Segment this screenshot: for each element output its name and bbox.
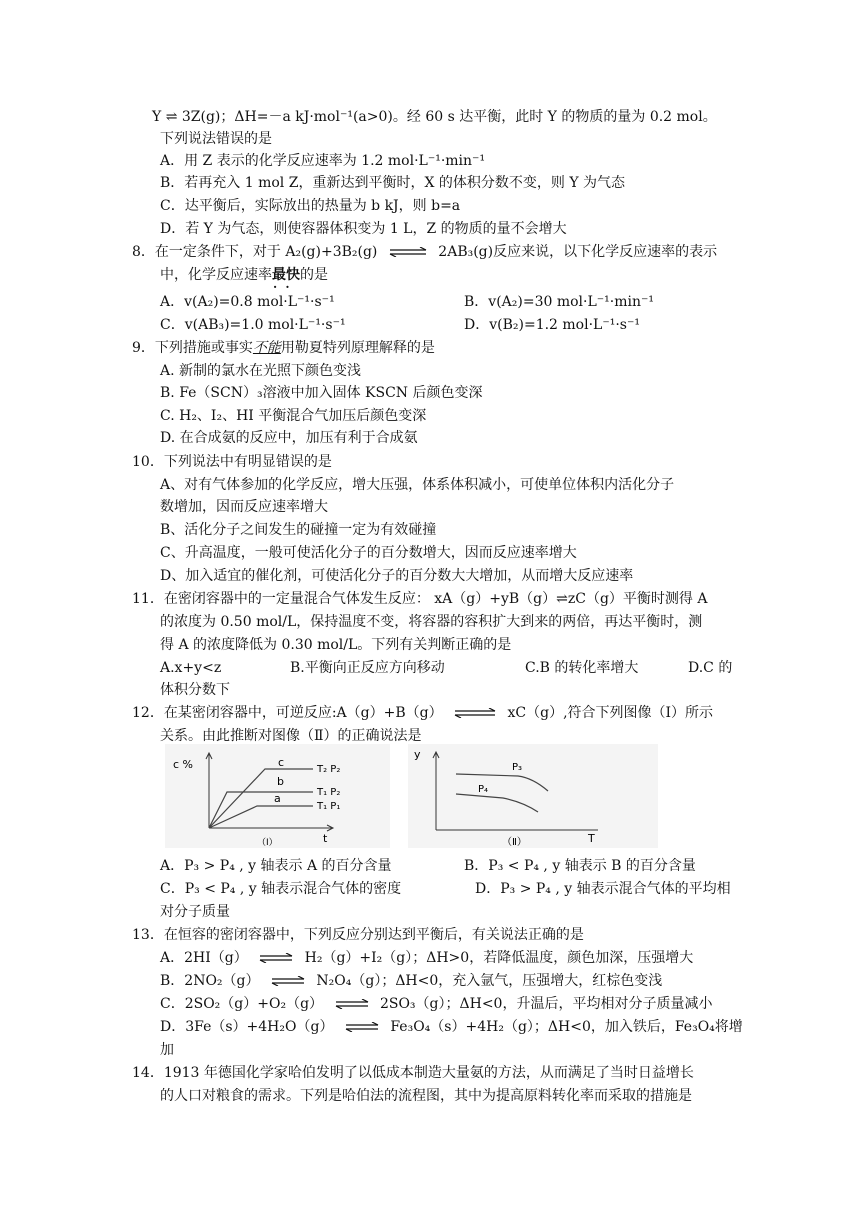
q9-option-a: A. 新制的氯水在光照下颜色变浅 — [160, 363, 362, 379]
q8-stem-line2: 中，化学反应速率最快 · ·的是 — [160, 265, 328, 285]
q13-option-c: C．2SO₂（g）+O₂（g） 2SO₃（g）；ΔH<0，升温后，平均相对分子质量减小 — [160, 996, 713, 1012]
q10-option-c: C、升高温度，一般可使活化分子的百分数增大，因而反应速率增大 — [160, 545, 577, 561]
legend-a: T₁ P₁ — [317, 801, 341, 812]
q10-option-d: D、加入适宜的催化剂，可使活化分子的百分数大大增加，从而增大反应速率 — [160, 568, 634, 584]
q12-stem-line1: 12．在某密闭容器中，可逆反应:A（g）+B（g） xC（g）,符合下列图像（Ⅰ）所示 — [132, 705, 714, 721]
q9-option-b: B. Fe（SCN）₃溶液中加入固体 KSCN 后颜色变深 — [160, 385, 483, 401]
q11-option-d-cont: 体积分数下 — [160, 682, 230, 698]
curve-label-c: c — [278, 756, 285, 769]
q11-option-d: D.C 的 — [688, 660, 733, 676]
q9-option-c: C. H₂、I₂、HI 平衡混合气加压后颜色变深 — [160, 408, 427, 424]
q7-option-d: D．若 Y 为气态，则使容器体积变为 1 L，Z 的物质的量不会增大 — [160, 221, 567, 237]
q8-option-b: B．v(A₂)=30 mol·L⁻¹·min⁻¹ — [464, 294, 654, 310]
q13-option-d: D．3Fe（s）+4H₂O（g） Fe₃O₄（s）+4H₂（g）；ΔH<0，加入铁后，Fe₃O₄将增 — [160, 1019, 743, 1035]
q12-option-c: C．P₃ < P₄ , y 轴表示混合气体的密度 — [160, 881, 402, 897]
q11-stem-line3: 得 A 的浓度降低为 0.30 mol/L。下列有关判断正确的是 — [160, 637, 512, 653]
figure-1 — [165, 744, 390, 848]
q11-stem-line2: 的浓度为 0.50 mol/L，保持温度不变，将容器的容积扩大到来的两倍，再达平衡时，测 — [160, 614, 703, 630]
q12-option-d: D．P₃ > P₄ , y 轴表示混合气体的平均相 — [475, 881, 731, 897]
fig1-xlabel: t — [323, 832, 328, 845]
q12-stem-line2: 关系。由此推断对图像（Ⅱ）的正确说法是 — [160, 728, 422, 744]
curve-label-a: a — [274, 792, 281, 805]
q7-option-b: B．若再充入 1 mol Z，重新达到平衡时，X 的体积分数不变，则 Y 为气态 — [160, 175, 626, 191]
q10-option-a-line1: A、对有气体参加的化学反应，增大压强，体系体积减小，可使单位体积内活化分子 — [160, 477, 675, 493]
q14-stem-line1: 14．1913 年德国化学家哈伯发明了以低成本制造大量氨的方法，从而满足了当时日益增长 — [132, 1065, 694, 1081]
fig2-xlabel: T — [588, 832, 595, 845]
legend-b: T₁ P₂ — [317, 787, 341, 798]
q7-option-a: A．用 Z 表示的化学反应速率为 1.2 mol·L⁻¹·min⁻¹ — [160, 153, 486, 169]
q7-stem-line1: Y ⇌ 3Z(g)；ΔH=－a kJ·mol⁻¹(a>0)。经 60 s 达平衡，此时 Y 的物质的量为 0.2 mol。 — [152, 109, 717, 125]
q10-option-b: B、活化分子之间发生的碰撞一定为有效碰撞 — [160, 522, 437, 538]
q10-stem: 10．下列说法中有明显错误的是 — [132, 454, 332, 470]
curve-label-b: b — [277, 775, 284, 788]
equilibrium-arrow-icon — [344, 1022, 380, 1032]
q13-option-d-cont: 加 — [160, 1042, 174, 1058]
q7-stem-line2: 下列说法错误的是 — [160, 131, 272, 147]
equilibrium-arrow-icon — [388, 247, 428, 257]
figure-2 — [408, 744, 658, 848]
q12-option-d-cont: 对分子质量 — [160, 904, 230, 920]
q11-option-a: A.x+y<z — [160, 660, 222, 676]
equilibrium-arrow-icon — [270, 976, 306, 986]
q8-option-c: C．v(AB₃)=1.0 mol·L⁻¹·s⁻¹ — [160, 317, 346, 333]
q8-stem-line1: 8．在一定条件下，对于 A₂(g)+3B₂(g) 2AB₃(g)反应来说，以下化学反应速率的表示 — [132, 244, 718, 260]
fig1-caption: （Ⅰ） — [257, 838, 278, 848]
legend-c: T₂ P₂ — [317, 764, 341, 775]
equilibrium-arrow-icon — [258, 953, 294, 963]
q13-stem: 13．在恒容的密闭容器中，下列反应分别达到平衡后，有关说法正确的是 — [132, 927, 584, 943]
q11-option-b: B.平衡向正反应方向移动 — [290, 660, 445, 676]
fig2-ylabel: y — [414, 748, 421, 761]
q12-option-b: B．P₃ < P₄ , y 轴表示 B 的百分含量 — [464, 858, 696, 874]
fig2-caption: （Ⅱ） — [502, 837, 527, 848]
curve-label-p4: P₄ — [478, 784, 489, 795]
q8-option-d: D．v(B₂)=1.2 mol·L⁻¹·s⁻¹ — [464, 317, 640, 333]
q7-option-c: C．达平衡后，实际放出的热量为 b kJ，则 b=a — [160, 198, 461, 214]
fig1-ylabel: c % — [173, 758, 193, 771]
q9-option-d: D. 在合成氨的反应中，加压有利于合成氨 — [160, 430, 418, 446]
q8-option-a: A．v(A₂)=0.8 mol·L⁻¹·s⁻¹ — [160, 294, 335, 310]
q9-stem: 9．下列措施或事实不能用勒夏特列原理解释的是 — [132, 340, 435, 356]
q14-stem-line2: 的人口对粮食的需求。下列是哈伯法的流程图，其中为提高原料转化率而采取的措施是 — [160, 1088, 692, 1104]
q12-option-a: A．P₃ > P₄ , y 轴表示 A 的百分含量 — [160, 858, 392, 874]
emphasis-text: 最快 · · — [272, 265, 300, 285]
q13-option-b: B．2NO₂（g） N₂O₄（g）；ΔH<0，充入氩气，压强增大，红棕色变浅 — [160, 973, 663, 989]
equilibrium-arrow-icon — [453, 708, 497, 718]
q10-option-a-line2: 数增加，因而反应速率增大 — [160, 499, 328, 515]
q11-option-c: C.B 的转化率增大 — [525, 660, 639, 676]
q13-option-a: A．2HI（g） H₂（g）+I₂（g）；ΔH>0，若降低温度，颜色加深，压强增大 — [160, 950, 694, 966]
curve-label-p3: P₃ — [512, 762, 523, 773]
equilibrium-arrow-icon — [334, 999, 370, 1009]
q11-stem-line1: 11．在密闭容器中的一定量混合气体发生反应： xA（g）+yB（g）⇌zC（g）平衡时测得 A — [132, 591, 708, 607]
